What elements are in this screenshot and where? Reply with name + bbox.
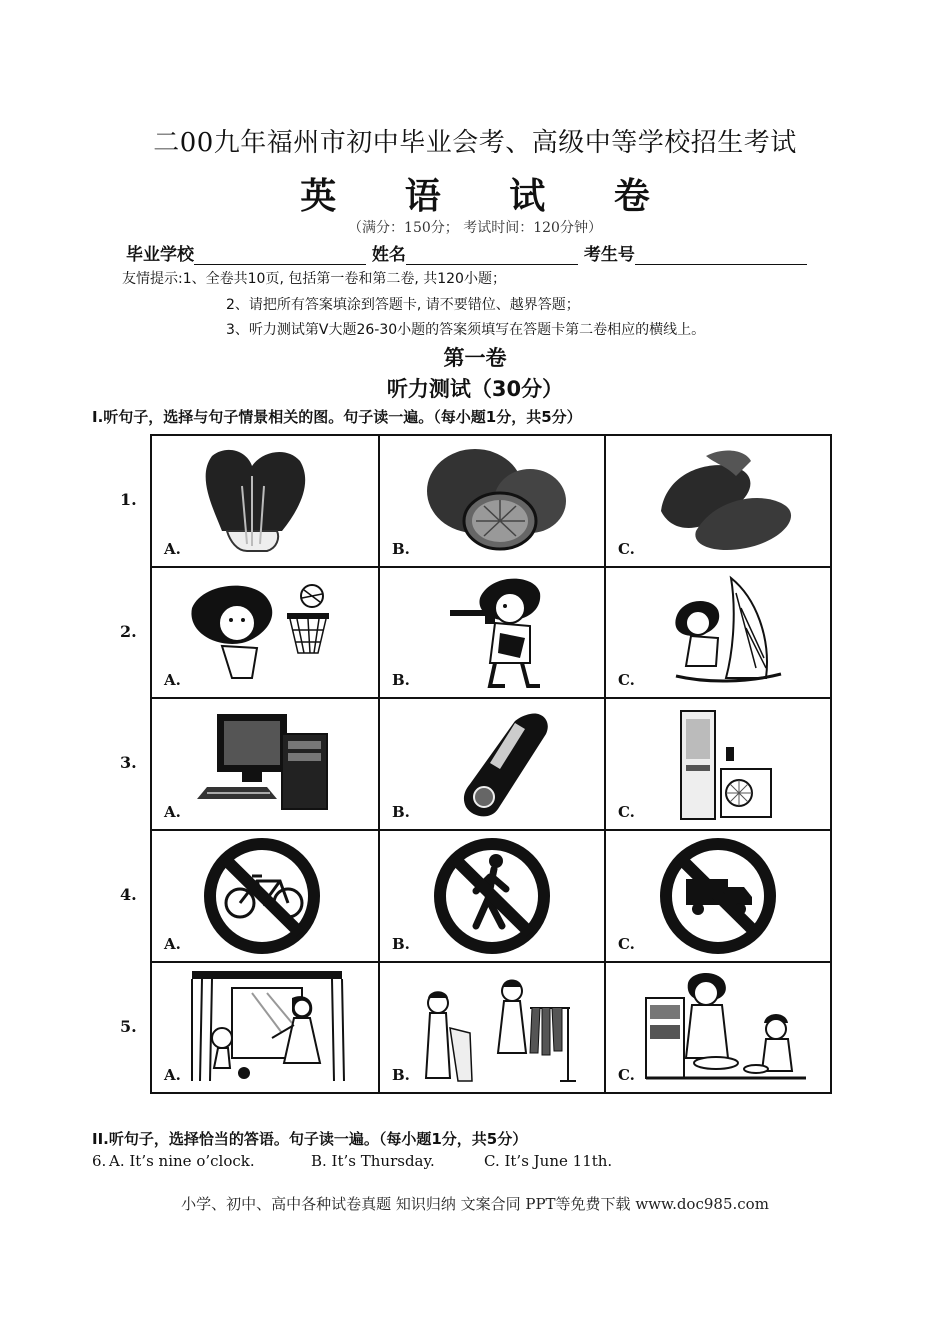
row-number: 1. [120,490,137,509]
tip-line-3: 3、听力测试第Ⅴ大题26-30小题的答案须填写在答题卡第二卷相应的横线上。 [226,322,706,338]
option-cell[interactable] [152,699,380,831]
section-2-heading: II.听句子，选择恰当的答语。句子读一遍。（每小题1分，共5分） [92,1130,528,1148]
option-letter: C. [618,935,635,953]
option-letter: C. [618,540,635,558]
option-letter: B. [392,935,410,953]
option-letter: B. [392,803,410,821]
exam-title: 二00九年福州市初中毕业会考、高级中等学校招生考试 [153,128,797,158]
answer-option-a[interactable]: A. It’s nine o’clock. [109,1152,255,1170]
option-cell[interactable] [152,436,380,568]
answer-option-b[interactable]: B. It’s Thursday. [311,1152,435,1170]
question-number: 6. [92,1152,107,1170]
window-play-scene-icon [152,963,378,1092]
option-letter: C. [618,1066,635,1084]
tip-line-1: 友情提示:1、全卷共10页, 包括第一卷和第二卷, 共120小题； [122,271,506,287]
option-cell[interactable] [606,699,830,831]
name-label: 姓名 [371,245,406,265]
exam-number-label: 考生号 [583,245,635,265]
no-truck-icon [606,831,830,961]
clothes-shop-scene-icon [380,963,604,1092]
sailing-mascot-icon [606,568,830,697]
option-cell[interactable] [606,831,830,963]
option-cell[interactable] [380,568,606,699]
option-letter: B. [392,540,410,558]
student-info-row [126,240,807,265]
option-cell[interactable] [606,436,830,568]
basketball-mascot-icon [152,568,378,697]
option-letter: A. [164,1066,181,1084]
sweet-potato-icon [606,436,830,566]
no-pedestrian-icon [380,831,604,961]
option-letter: C. [618,803,635,821]
school-field[interactable] [194,246,366,265]
name-field[interactable] [406,246,578,265]
option-letter: A. [164,803,181,821]
option-letter: B. [392,671,410,689]
option-cell[interactable] [380,699,606,831]
row-number: 4. [120,885,137,904]
row-number: 3. [120,753,137,772]
option-cell[interactable] [152,568,380,699]
row-number: 5. [120,1017,137,1036]
option-letter: A. [164,540,181,558]
option-cell[interactable] [380,963,606,1092]
exam-number-field[interactable] [635,246,807,265]
grapefruit-icon [380,436,604,566]
option-letter: C. [618,671,635,689]
option-cell[interactable] [606,963,830,1092]
school-label: 毕业学校 [126,245,194,265]
kitchen-scene-icon [606,963,830,1092]
option-letter: A. [164,671,181,689]
option-cell[interactable] [152,831,380,963]
bok-choy-icon [152,436,378,566]
option-cell[interactable] [380,831,606,963]
option-cell[interactable] [152,963,380,1092]
mp3-player-icon [380,699,604,829]
listening-title: 听力测试（30分） [386,377,564,401]
page-footer: 小学、初中、高中各种试卷真题 知识归纳 文案合同 PPT等免费下载 www.doc985.com [181,1195,769,1213]
option-cell[interactable] [606,568,830,699]
section-1-heading: I.听句子，选择与句子情景相关的图。句子读一遍。（每小题1分，共5分） [92,408,582,426]
answer-option-c[interactable]: C. It’s June 11th. [484,1152,613,1170]
shooting-mascot-icon [380,568,604,697]
option-letter: A. [164,935,181,953]
computer-icon [152,699,378,829]
option-cell[interactable] [380,436,606,568]
score-time-line: （满分：150分； 考试时间：120分钟） [348,220,602,236]
tip-line-2: 2、请把所有答案填涂到答题卡, 请不要错位、越界答题； [226,297,580,313]
row-number: 2. [120,622,137,641]
paper-title: 英 语 试 卷 [300,175,678,217]
air-conditioner-icon [606,699,830,829]
option-letter: B. [392,1066,410,1084]
no-bicycle-icon [152,831,378,961]
volume-title: 第一卷 [443,346,507,370]
picture-grid [150,434,832,1094]
